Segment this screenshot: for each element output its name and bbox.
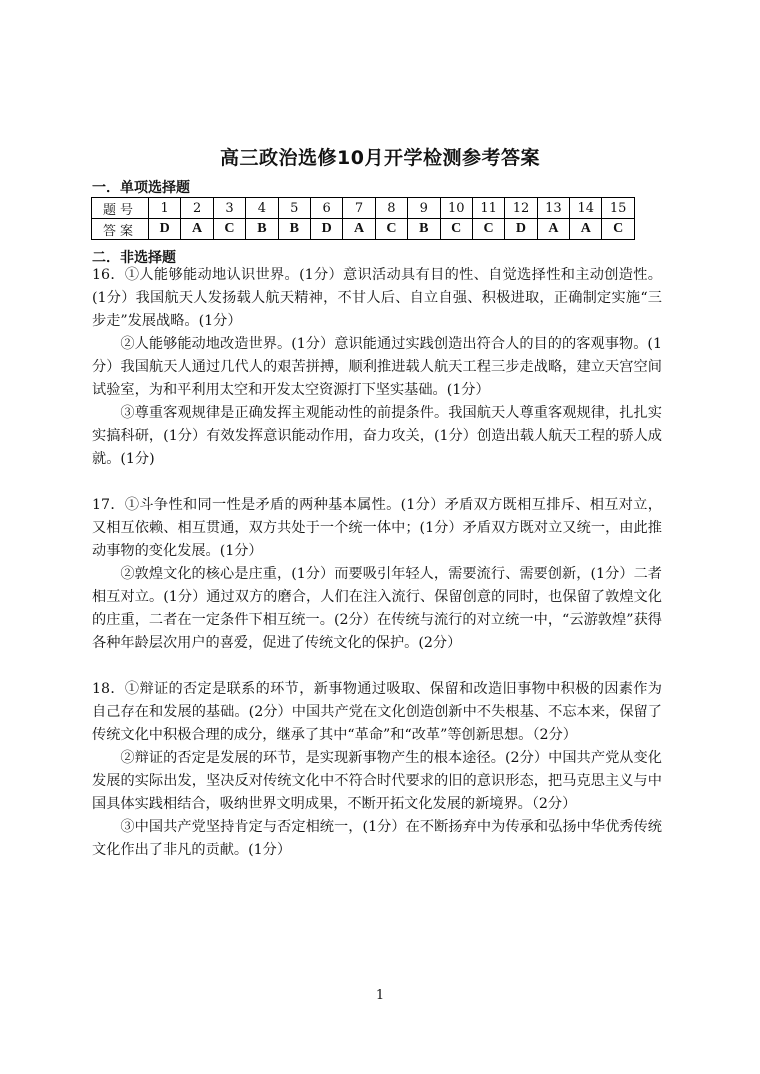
q17-paragraph-2: ②敦煌文化的核心是庄重，(1分）而要吸引年轻人，需要流行、需要创新，(1分）二者相互对立。(1分）通过双方的磨合，人们在注入流行、保留创意的同时，也保留了敦煌文化的庄重，二者在一定条件下相互统一。(2分）在传统与流行的对立统一中，“云游敦煌”获得各种年龄层次用户的喜爱，促进了传统文化的保护。(2分） xyxy=(92,566,662,651)
answer-cell: A xyxy=(181,219,213,240)
question-number-cell: 2 xyxy=(181,198,213,219)
row-label-question-number: 题号 xyxy=(92,198,149,219)
question-number-cell: 4 xyxy=(246,198,278,219)
answer-cell: B xyxy=(408,219,440,240)
answer-table-row-numbers xyxy=(92,198,635,219)
section-heading-multiple-choice: 一．单项选择题 xyxy=(92,180,190,196)
q17-paragraph-1: 17．①斗争性和同一性是矛盾的两种基本属性。(1分）矛盾双方既相互排斥、相互对立，又相互依赖、相互贯通，双方共处于一个统一体中；(1分）矛盾双方既对立又统一，由此推动事物的变化发展。(1分） xyxy=(92,497,662,559)
q18-paragraph-2: ②辩证的否定是发展的环节，是实现新事物产生的根本途径。(2分）中国共产党从变化发展的实际出发，坚决反对传统文化中不符合时代要求的旧的意识形态，把马克思主义与中国具体实践相结合，吸纳世界文明成果，不断开拓文化发展的新境界。（2分） xyxy=(92,750,662,812)
question-number-cell: 3 xyxy=(213,198,245,219)
answer-text-body xyxy=(92,264,662,862)
page-number: 1 xyxy=(375,988,385,1003)
question-number-cell: 11 xyxy=(472,198,504,219)
question-number-cell: 9 xyxy=(408,198,440,219)
answer-cell: A xyxy=(570,219,602,240)
question-number-cell: 8 xyxy=(375,198,407,219)
answer-cell: A xyxy=(343,219,375,240)
row-label-answer: 答案 xyxy=(92,219,149,240)
answer-cell: B xyxy=(278,219,310,240)
question-number-cell: 13 xyxy=(537,198,569,219)
answer-cell: C xyxy=(213,219,245,240)
section-heading-non-choice: 二．非选择题 xyxy=(92,250,176,266)
answer-cell: A xyxy=(537,219,569,240)
answer-cell: C xyxy=(375,219,407,240)
answer-cell: C xyxy=(472,219,504,240)
question-number-cell: 15 xyxy=(602,198,634,219)
question-number-cell: 1 xyxy=(149,198,181,219)
page-title: 高三政治选修10月开学检测参考答案 xyxy=(220,147,540,169)
answer-cell: C xyxy=(602,219,634,240)
q16-paragraph-1: 16．①人能够能动地认识世界。(1分）意识活动具有目的性、自觉选择性和主动创造性。(1分）我国航天人发扬载人航天精神，不甘人后、自立自强、积极进取，正确制定实施“三步走”发展战略。(1分） xyxy=(92,267,662,329)
q16-paragraph-2: ②人能够能动地改造世界。(1分）意识能通过实践创造出符合人的目的的客观事物。(1分）我国航天人通过几代人的艰苦拼搏，顺利推进载人航天工程三步走战略，建立天宫空间试验室，为和平利用太空和开发太空资源打下坚实基础。(1分） xyxy=(92,336,662,398)
question-number-cell: 6 xyxy=(310,198,342,219)
question-number-cell: 7 xyxy=(343,198,375,219)
answer-cell: C xyxy=(440,219,472,240)
question-number-cell: 12 xyxy=(505,198,537,219)
answer-cell: D xyxy=(149,219,181,240)
q18-paragraph-3: ③中国共产党坚持肯定与否定相统一，(1分）在不断扬弃中为传承和弘扬中华优秀传统文化作出了非凡的贡献。(1分） xyxy=(92,819,662,858)
question-number-cell: 5 xyxy=(278,198,310,219)
question-number-cell: 10 xyxy=(440,198,472,219)
answer-cell: B xyxy=(246,219,278,240)
answer-cell: D xyxy=(310,219,342,240)
answer-table xyxy=(91,197,635,240)
q16-paragraph-3: ③尊重客观规律是正确发挥主观能动性的前提条件。我国航天人尊重客观规律，扎扎实实搞科研，(1分）有效发挥意识能动作用，奋力攻关，(1分）创造出载人航天工程的骄人成就。(1分) xyxy=(92,405,662,467)
q18-paragraph-1: 18．①辩证的否定是联系的环节，新事物通过吸取、保留和改造旧事物中积极的因素作为自己存在和发展的基础。(2分）中国共产党在文化创造创新中不失根基、不忘本来，保留了传统文化中积极合理的成分，继承了其中“革命”和“改革”等创新思想。（2分） xyxy=(92,681,662,743)
answer-cell: D xyxy=(505,219,537,240)
answer-table-row-answers xyxy=(92,219,635,240)
question-number-cell: 14 xyxy=(570,198,602,219)
